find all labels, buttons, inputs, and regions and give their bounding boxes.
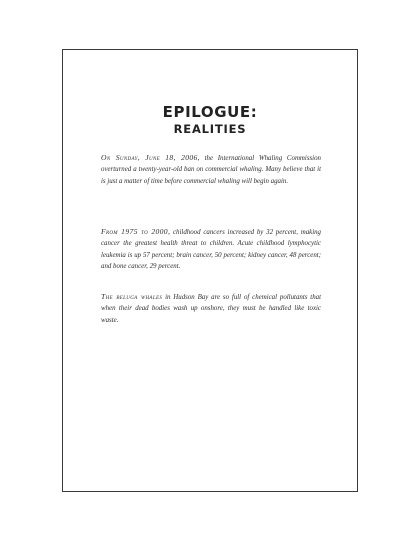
paragraph-text: childhood cancers increased by 32 percent, making cancer the greatest health threat to children. Acute childhood lymphocytic leukemia is up 57 percent; brain cancer, 50 percent; kidney cancer, 48 percent; and bone cancer, 29 percent. — [101, 229, 321, 271]
paragraph-beluga-whales — [101, 291, 321, 326]
paragraph-whaling — [101, 152, 321, 187]
paragraph-lead: From 1975 to 2000, — [101, 227, 171, 236]
chapter-title: EPILOGUE: — [162, 103, 258, 121]
paragraph-childhood-cancer — [101, 226, 321, 273]
chapter-subtitle: REALITIES — [173, 122, 247, 136]
paragraph-text: the International Whaling Commission overturned a twenty-year-old ban on commercial whaling. Many believe that it is just a matter of time before commercial whaling will begin again. — [101, 155, 321, 185]
paragraph-lead: On Sunday, June 18, 2006, — [101, 153, 200, 162]
paragraph-text: in Hudson Bay are so full of chemical pollutants that when their dead bodies wash up onshore, they must be handled like toxic waste. — [101, 294, 322, 324]
paragraph-lead: The beluga whales — [101, 292, 163, 301]
